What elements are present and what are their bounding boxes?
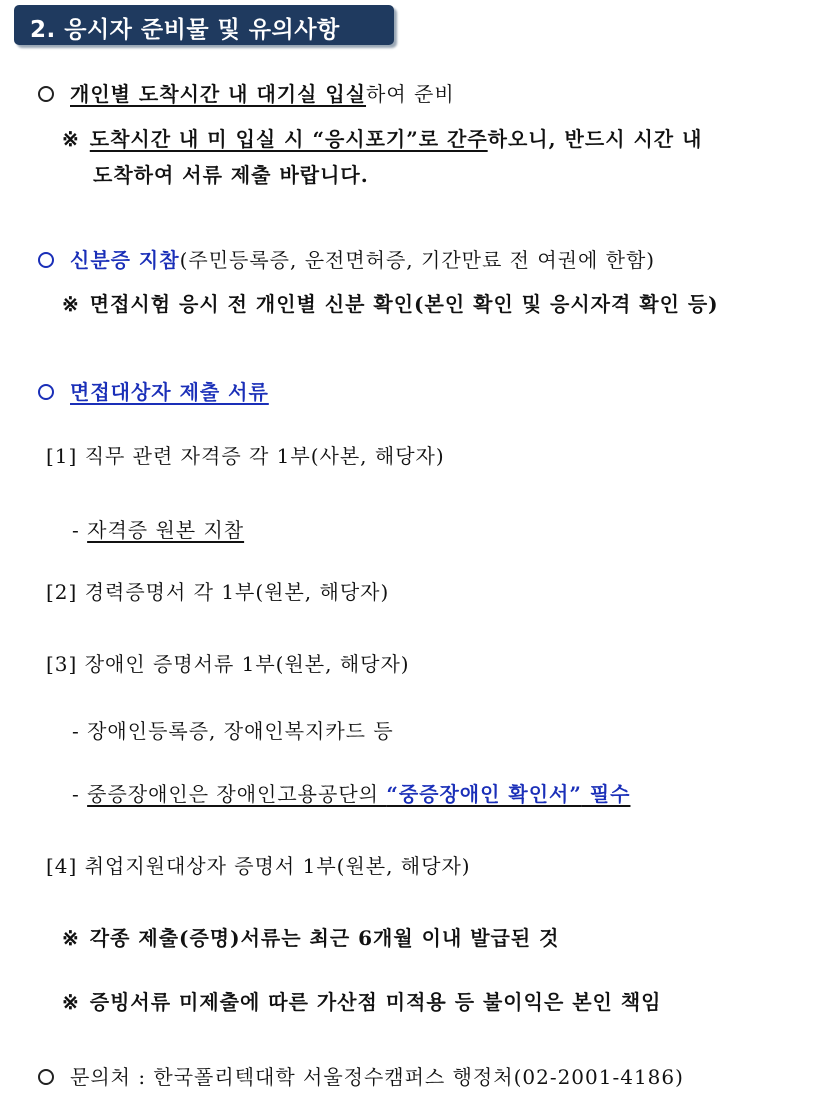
document-item-3-sub2-emphasis: “중증장애인 확인서” (386, 782, 582, 806)
documents-note-1-text: 각종 제출(증명)서류는 최근 6개월 이내 발급된 것 (89, 926, 560, 950)
id-card-instruction (38, 244, 655, 273)
document-item-3-sub1: - 장애인등록증, 장애인복지카드 등 (72, 719, 394, 743)
dash: - (72, 518, 80, 542)
documents-note-1 (62, 922, 559, 951)
arrival-instruction-rest: 하여 준비 (366, 82, 455, 106)
arrival-note (62, 123, 702, 152)
reference-mark-icon: ※ (62, 990, 80, 1014)
reference-mark-icon: ※ (62, 926, 80, 950)
id-check-note-text: 면접시험 응시 전 개인별 신분 확인(본인 확인 및 응시자격 확인 등) (89, 292, 719, 316)
arrival-instruction-emphasis: 개인별 도착시간 내 대기실 입실 (70, 82, 367, 106)
id-check-note (62, 288, 719, 317)
reference-mark-icon: ※ (62, 292, 80, 316)
contact-info (38, 1061, 684, 1090)
document-item-1: [1] 직무 관련 자격증 각 1부(사본, 해당자) (46, 444, 445, 468)
documents-title-text: 면접대상자 제출 서류 (70, 380, 269, 404)
id-card-detail: (주민등록증, 운전면허증, 기간만료 전 여권에 한함) (179, 248, 656, 272)
document-item-3-sub2-text: 중증장애인은 장애인고용공단의 (87, 782, 387, 806)
arrival-instruction (38, 78, 455, 107)
documents-note-2-text: 증빙서류 미제출에 따른 가산점 미적용 등 불이익은 본인 책임 (89, 990, 662, 1014)
document-item-3: [3] 장애인 증명서류 1부(원본, 해당자) (46, 652, 410, 676)
documents-title (38, 376, 269, 405)
section-title: 2. 응시자 준비물 및 유의사항 (30, 17, 340, 43)
document-item-2: [2] 경력증명서 각 1부(원본, 해당자) (46, 580, 390, 604)
section-header (14, 5, 394, 45)
documents-note-2 (62, 986, 661, 1015)
arrival-note-line2: 도착하여 서류 제출 바랍니다. (93, 163, 369, 187)
circle-bullet-icon (38, 384, 54, 400)
circle-bullet-icon (38, 86, 54, 102)
document-item-4: [4] 취업지원대상자 증명서 1부(원본, 해당자) (46, 854, 471, 878)
contact-text: 문의처 : 한국폴리텍대학 서울정수캠퍼스 행정처(02-2001-4186) (70, 1065, 684, 1089)
document-item-1-sub (72, 514, 244, 543)
dash: - (72, 782, 80, 806)
circle-bullet-icon (38, 1069, 54, 1085)
document-item-3-sub2-required: 필수 (581, 782, 631, 806)
reference-mark-icon: ※ (62, 127, 80, 151)
document-item-3-sub2 (72, 778, 630, 807)
arrival-note-emphasis: 도착시간 내 미 입실 시 “응시포기”로 간주 (89, 127, 488, 151)
document-item-1-sub-text: 자격증 원본 지참 (87, 518, 245, 542)
id-card-emphasis: 신분증 지참 (70, 248, 180, 272)
circle-bullet-icon (38, 252, 54, 268)
arrival-note-rest: 하오니, 반드시 시간 내 (487, 127, 703, 151)
document-item-3-sub2-underlined (87, 782, 630, 806)
